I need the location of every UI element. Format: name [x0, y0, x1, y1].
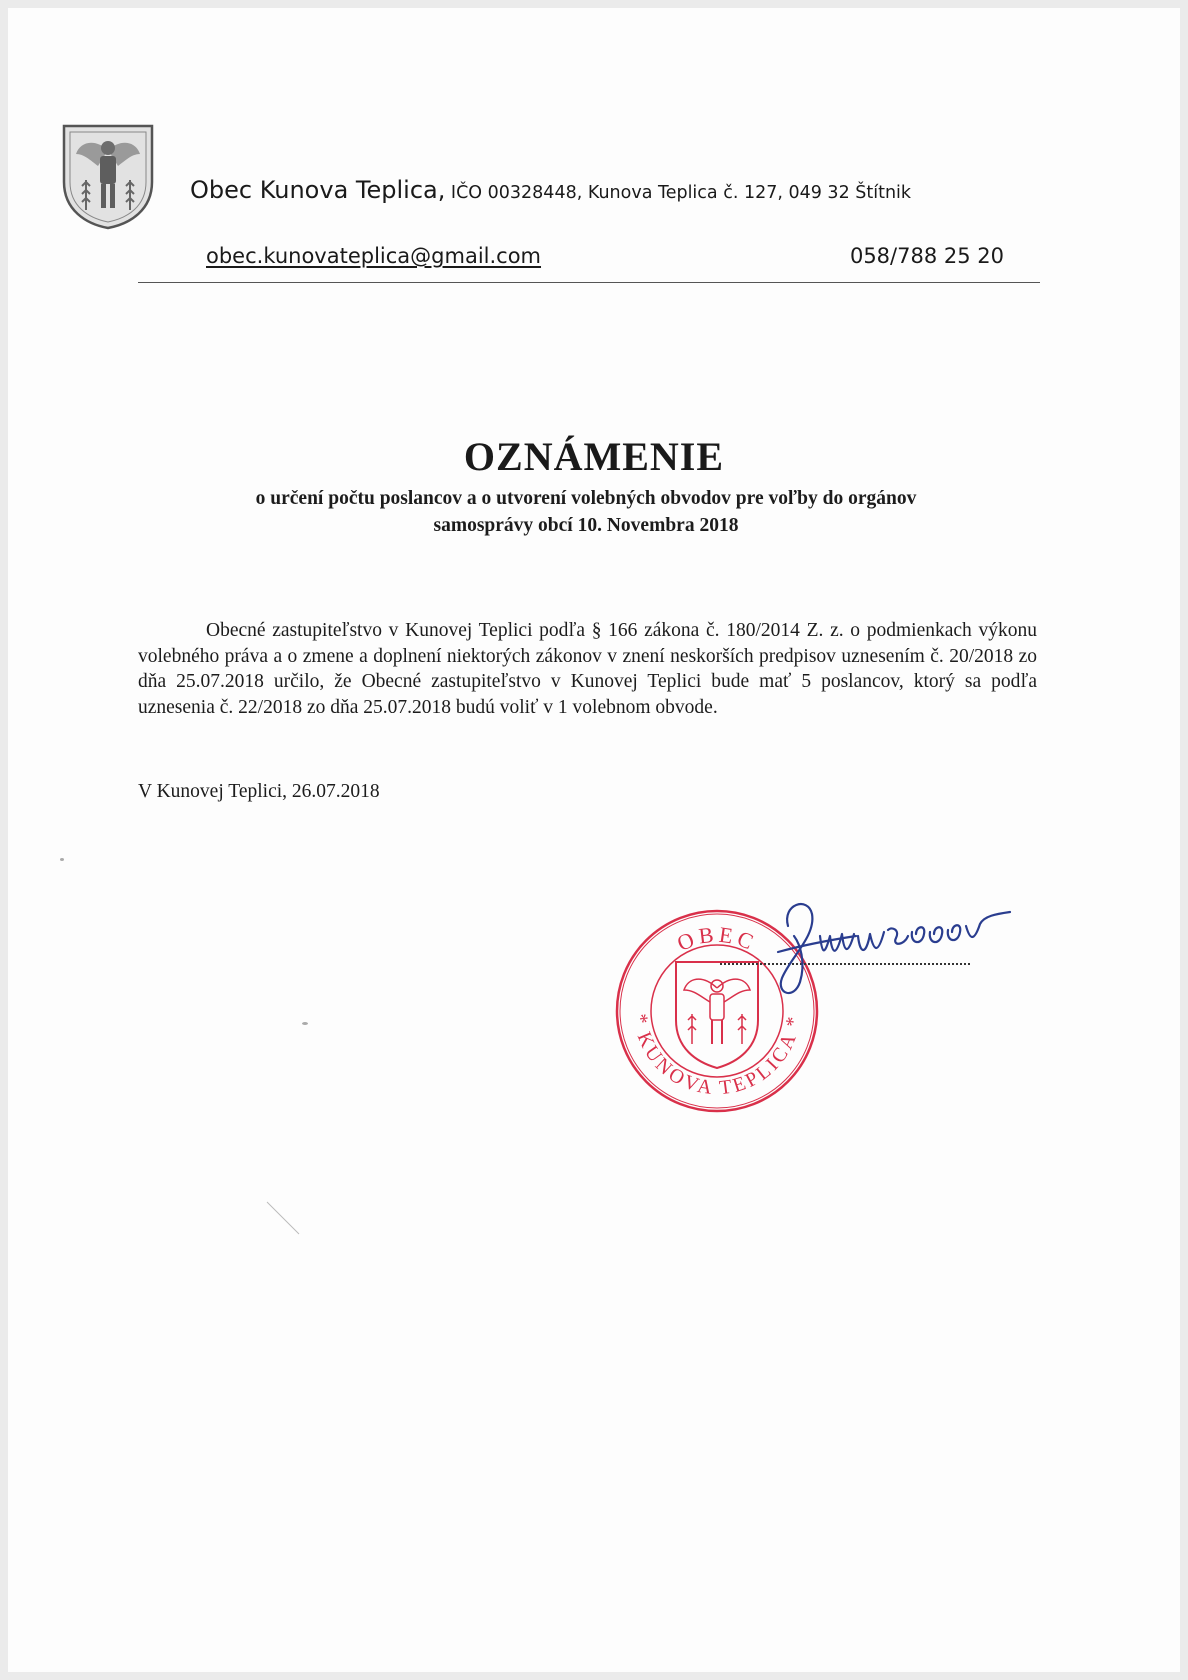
- notice-subtitle: [150, 485, 1022, 539]
- coat-of-arms-icon: [60, 124, 156, 230]
- notice-title: OZNÁMENIE: [463, 434, 725, 479]
- subtitle-line-2: samosprávy obcí 10. Novembra 2018: [433, 515, 739, 536]
- municipality-details: IČO 00328448, Kunova Teplica č. 127, 049 32 Štítnik: [445, 183, 912, 203]
- stamp-top-text: OBEC: [673, 921, 761, 956]
- email-link[interactable]: obec.kunovateplica@gmail.com: [206, 244, 542, 268]
- notice-body: Obecné zastupiteľstvo v Kunovej Teplici podľa § 166 zákona č. 180/2014 Z. z. o podmienkach výkonu volebného práva a o zmene a doplnení niektorých zákonov v znení neskorších predpisov uznesením č. 20/2018 zo dňa 25.07.2018 určilo, že Obecné zastupiteľstvo v Kunovej Teplici bude mať 5 poslancov, ktorý sa podľa uznesenia č. 22/2018 zo dňa 25.07.2018 budú voliť v 1 volebnom obvode.: [138, 620, 1037, 718]
- header-divider: [138, 282, 1040, 283]
- scan-speck: [302, 1022, 308, 1025]
- phone-number: 058/788 25 20: [849, 244, 1004, 268]
- place-and-date: V Kunovej Teplici, 26.07.2018: [138, 781, 380, 802]
- scan-mark: [265, 1200, 305, 1240]
- svg-text:OBEC: [673, 922, 760, 956]
- municipality-name: Obec Kunova Teplica,: [190, 176, 446, 204]
- stamp-ring-text: * KUNOVA TEPLICA *: [628, 1012, 806, 1100]
- handwritten-signature: [760, 896, 1050, 1006]
- document-page: [8, 8, 1180, 1672]
- subtitle-line-1: o určení počtu poslancov a o utvorení volebných obvodov pre voľby do orgánov: [255, 488, 917, 509]
- scan-speck: [60, 858, 64, 861]
- municipality-header: [190, 176, 911, 204]
